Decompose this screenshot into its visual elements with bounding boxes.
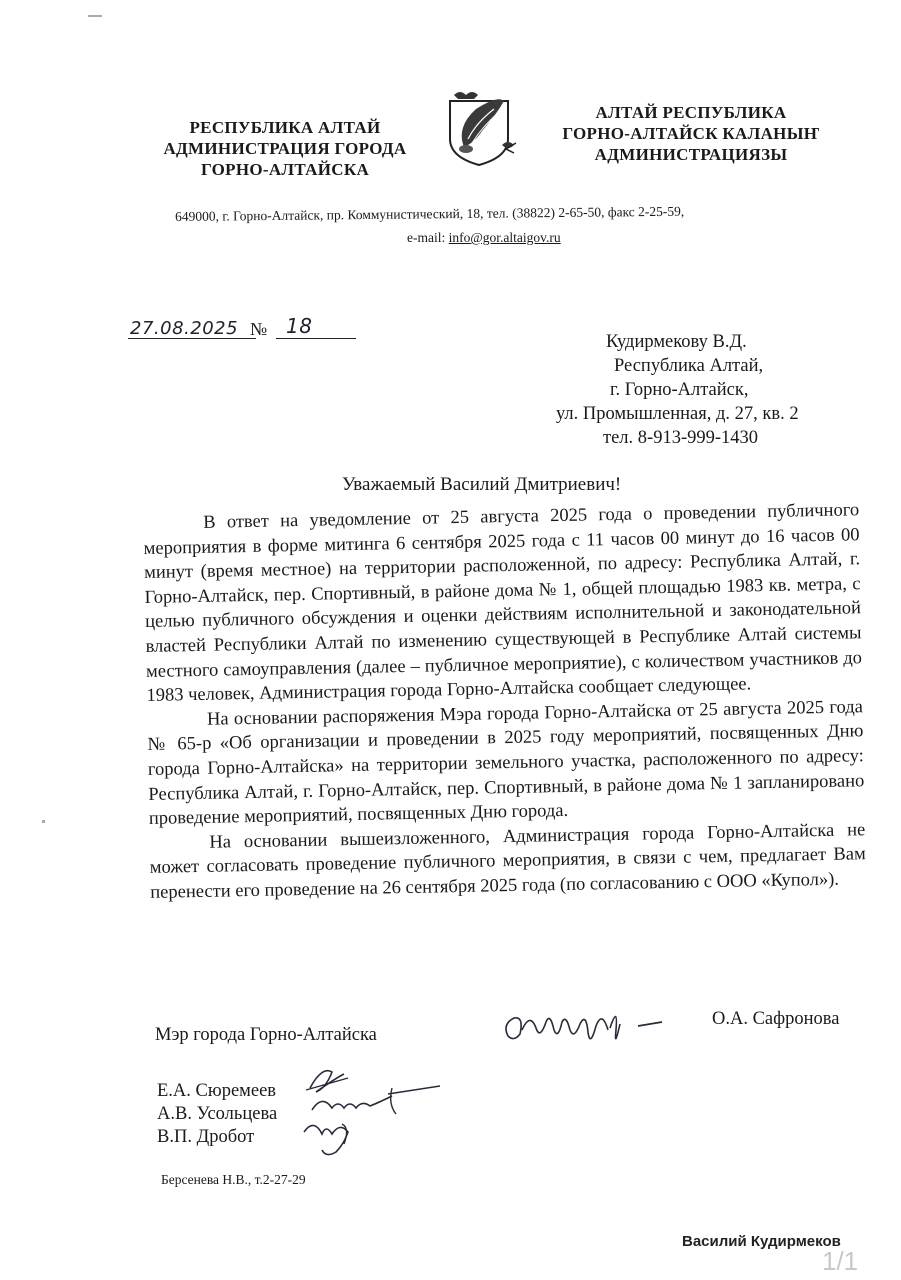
document-number: 18 xyxy=(286,314,313,338)
header-left xyxy=(135,117,435,180)
organization-address xyxy=(175,204,684,225)
letter-body xyxy=(143,498,866,905)
header-right-line: АДМИНИСТРАЦИЯЗЫ xyxy=(594,145,788,164)
approval-signatures xyxy=(292,1058,442,1168)
header-right-line: АЛТАЙ РЕСПУБЛИКА xyxy=(595,103,787,122)
header-right-line: ГОРНО-АЛТАЙСК КАЛАНЫҤ xyxy=(562,124,820,143)
page-counter: 1/1 xyxy=(822,1246,859,1276)
approval-line: В.П. Дробот xyxy=(157,1127,255,1147)
signatory-name: О.А. Сафронова xyxy=(712,1009,840,1029)
number-underline xyxy=(276,338,356,339)
recipient-line: г. Горно-Алтайск, xyxy=(610,380,749,400)
header-left-line: АДМИНИСТРАЦИЯ ГОРОДА xyxy=(163,139,407,158)
email-link[interactable]: info@gor.altaigov.ru xyxy=(448,230,561,245)
mayor-signature xyxy=(500,1000,670,1060)
recipient-line: Республика Алтай, xyxy=(614,356,764,376)
document-date-number xyxy=(128,316,356,342)
header-left-line: ГОРНО-АЛТАЙСКА xyxy=(200,160,370,179)
body-paragraph: На основании вышеизложенного, Администрация города Горно-Алтайска не может согласовать проведение публичного мероприятия, в связи с чем, предлагает Вам перенести его проведение на 26 сентября 2025 года (по согласованию с ООО «Купол»). xyxy=(149,819,866,903)
recipient-block xyxy=(556,330,799,450)
body-paragraph: В ответ на уведомление от 25 августа 2025 года о проведении публичного мероприятия в форме митинга 6 сентября 2025 года с 11 часов 00 минут до 16 часов 00 минут (время местное) на территории расположенной, по адресу: Республика Алтай, г. Горно-Алтайск, пер. Спортивный, в районе дома № 1, общей площадью 1983 кв. метра, с целью публичного обсуждения и оценки действиям исполнительной и законодательной властей Республики Алтай по изменению существующей в Республике Алтай системы местного самоуправления (далее – публичное мероприятие), с количеством участников до 1983 человек, Администрация города Горно-Алтайска сообщает следующее. xyxy=(143,500,863,707)
approval-line: Е.А. Сюремеев xyxy=(157,1081,277,1101)
scan-speck xyxy=(42,820,45,823)
approval-list xyxy=(157,1080,277,1149)
address-text: 649000, г. Горно-Алтайск, пр. Коммунистический, 18, тел. (38822) 2-65-50, факс 2-25-59, xyxy=(175,203,685,224)
body-paragraph: На основании распоряжения Мэра города Горно-Алтайска от 25 августа 2025 года № 65-р «Об организации и проведении в 2025 году мероприятий, посвященных Дню города Горно-Алтайска» на территории земельного участка, расположенного по адресу: Республика Алтай, г. Горно-Алтайск, пер. Спортивный, в районе дома № 1 запланировано проведение мероприятий, посвященных Дню города. xyxy=(147,696,865,830)
organization-email xyxy=(407,230,561,246)
header-left-line: РЕСПУБЛИКА АЛТАЙ xyxy=(189,118,381,137)
document-date: 27.08.2025 xyxy=(130,318,239,339)
scan-speck xyxy=(88,15,102,17)
email-label: e-mail: xyxy=(407,230,449,245)
salutation: Уважаемый Василий Дмитриевич! xyxy=(342,474,622,495)
recipient-line: Кудирмекову В.Д. xyxy=(606,332,747,352)
author-name: Василий Кудирмеков xyxy=(682,1233,841,1250)
signatory-position: Мэр города Горно-Алтайска xyxy=(155,1025,377,1045)
recipient-line: тел. 8-913-999-1430 xyxy=(603,428,759,448)
city-coat-of-arms-icon xyxy=(446,87,520,167)
header-right xyxy=(556,102,826,165)
number-sign: № xyxy=(250,319,268,339)
recipient-line: ул. Промышленная, д. 27, кв. 2 xyxy=(556,404,799,424)
executor-contact: Берсенева Н.В., т.2-27-29 xyxy=(161,1172,306,1187)
approval-line: А.В. Усольцева xyxy=(157,1104,278,1124)
